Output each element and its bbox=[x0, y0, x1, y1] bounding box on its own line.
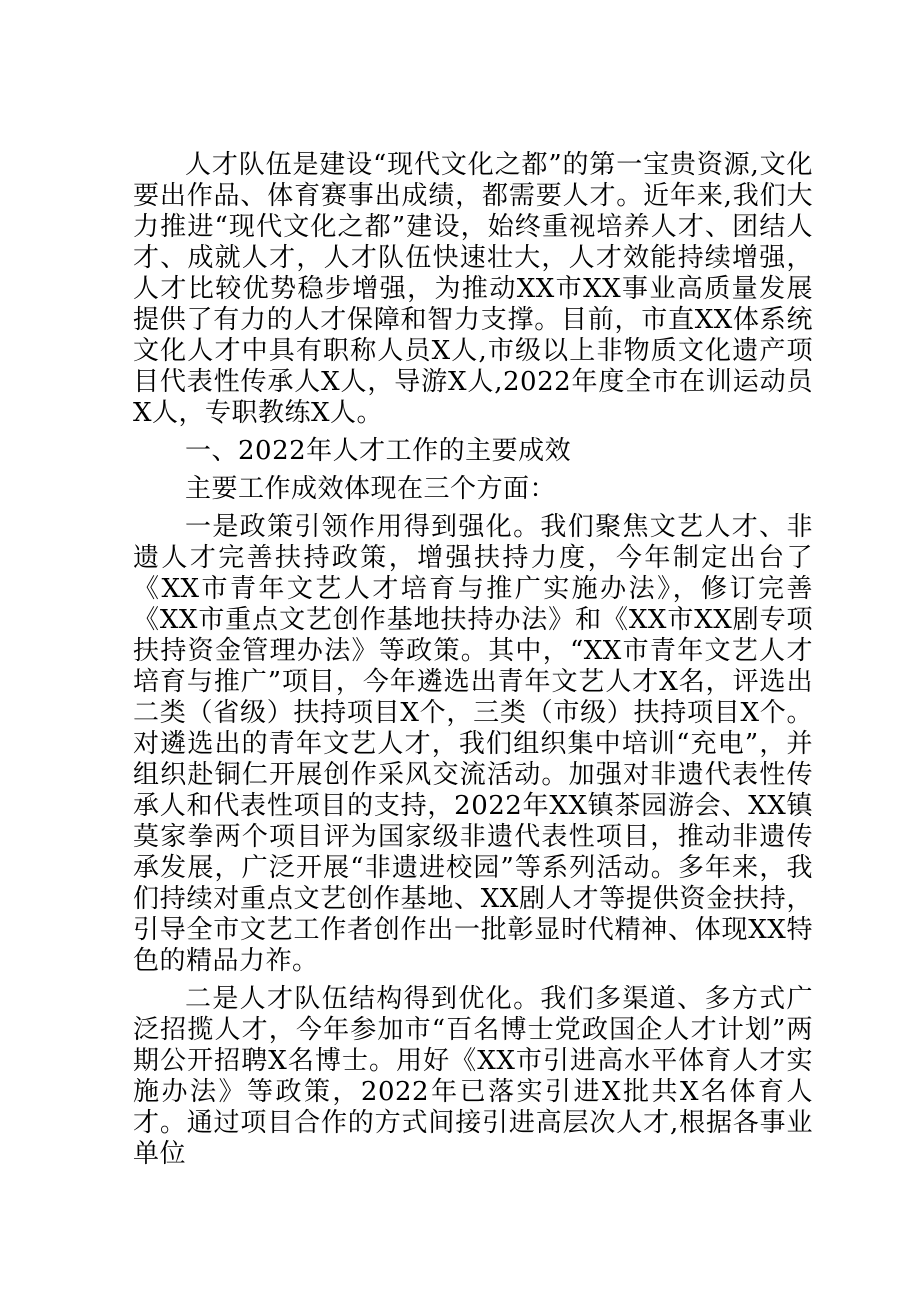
paragraph-summary: 主要工作成效体现在三个方面： bbox=[185, 474, 557, 504]
paragraph-talent-structure: 二是人才队伍结构得到优化。我们多渠道、多方式广泛招揽人才，今年参加市“百名博士党政国企人才计划”两期公开招聘X名博士。用好《XX市引进高水平体育人才实施办法》等政策，2022年已落实引进X批共X名体育人才。通过项目合作的方式间接引进高层次人才,根据各事业单位 bbox=[133, 984, 813, 1169]
paragraph-policy: 一是政策引领作用得到强化。我们聚焦文艺人才、非遗人才完善扶持政策，增强扶持力度，今年制定出台了《XX市青年文艺人才培育与推广实施办法》，修订完善《XX市重点文艺创作基地扶持办法》和《XX市XX剧专项扶持资金管理办法》等政策。其中，“XX市青年文艺人才培育与推广”项目，今年遴选出青年文艺人才X名，评选出二类（省级）扶持项目X个，三类（市级）扶持项目X个。对遴选出的青年文艺人才，我们组织集中培训“充电”，并组织赴铜仁开展创作采风交流活动。加强对非遗代表性传承人和代表性项目的支持，2022年XX镇茶园游会、XX镇莫家拳两个项目评为国家级非遗代表性项目，推动非遗传承发展，广泛开展“非遗进校园”等系列活动。多年来，我们持续对重点文艺创作基地、XX剧人才等提供资金扶持，引导全市文艺工作者创作出一批彰显时代精神、体现XX特色的精品力祚。 bbox=[133, 512, 813, 976]
document-page bbox=[133, 150, 813, 1177]
paragraph-intro: 人才队伍是建设“现代文化之都”的第一宝贵资源,文化要出作品、体育赛事出成绩，都需要人才。近年来,我们大力推进“现代文化之都”建设，始终重视培养人才、团结人才、成就人才，人才队伍快速壮大，人才效能持续增强，人才比较优势稳步增强，为推动XX市XX事业高质量发展提供了有力的人才保障和智力支撑。目前，市直XX体系统文化人才中具有职称人员X人,市级以上非物质文化遗产项目代表性传承人X人，导游X人,2022年度全市在训运动员X人，专职教练X人。 bbox=[133, 150, 813, 428]
section-heading: 一、2022年人才工作的主要成效 bbox=[185, 436, 572, 466]
